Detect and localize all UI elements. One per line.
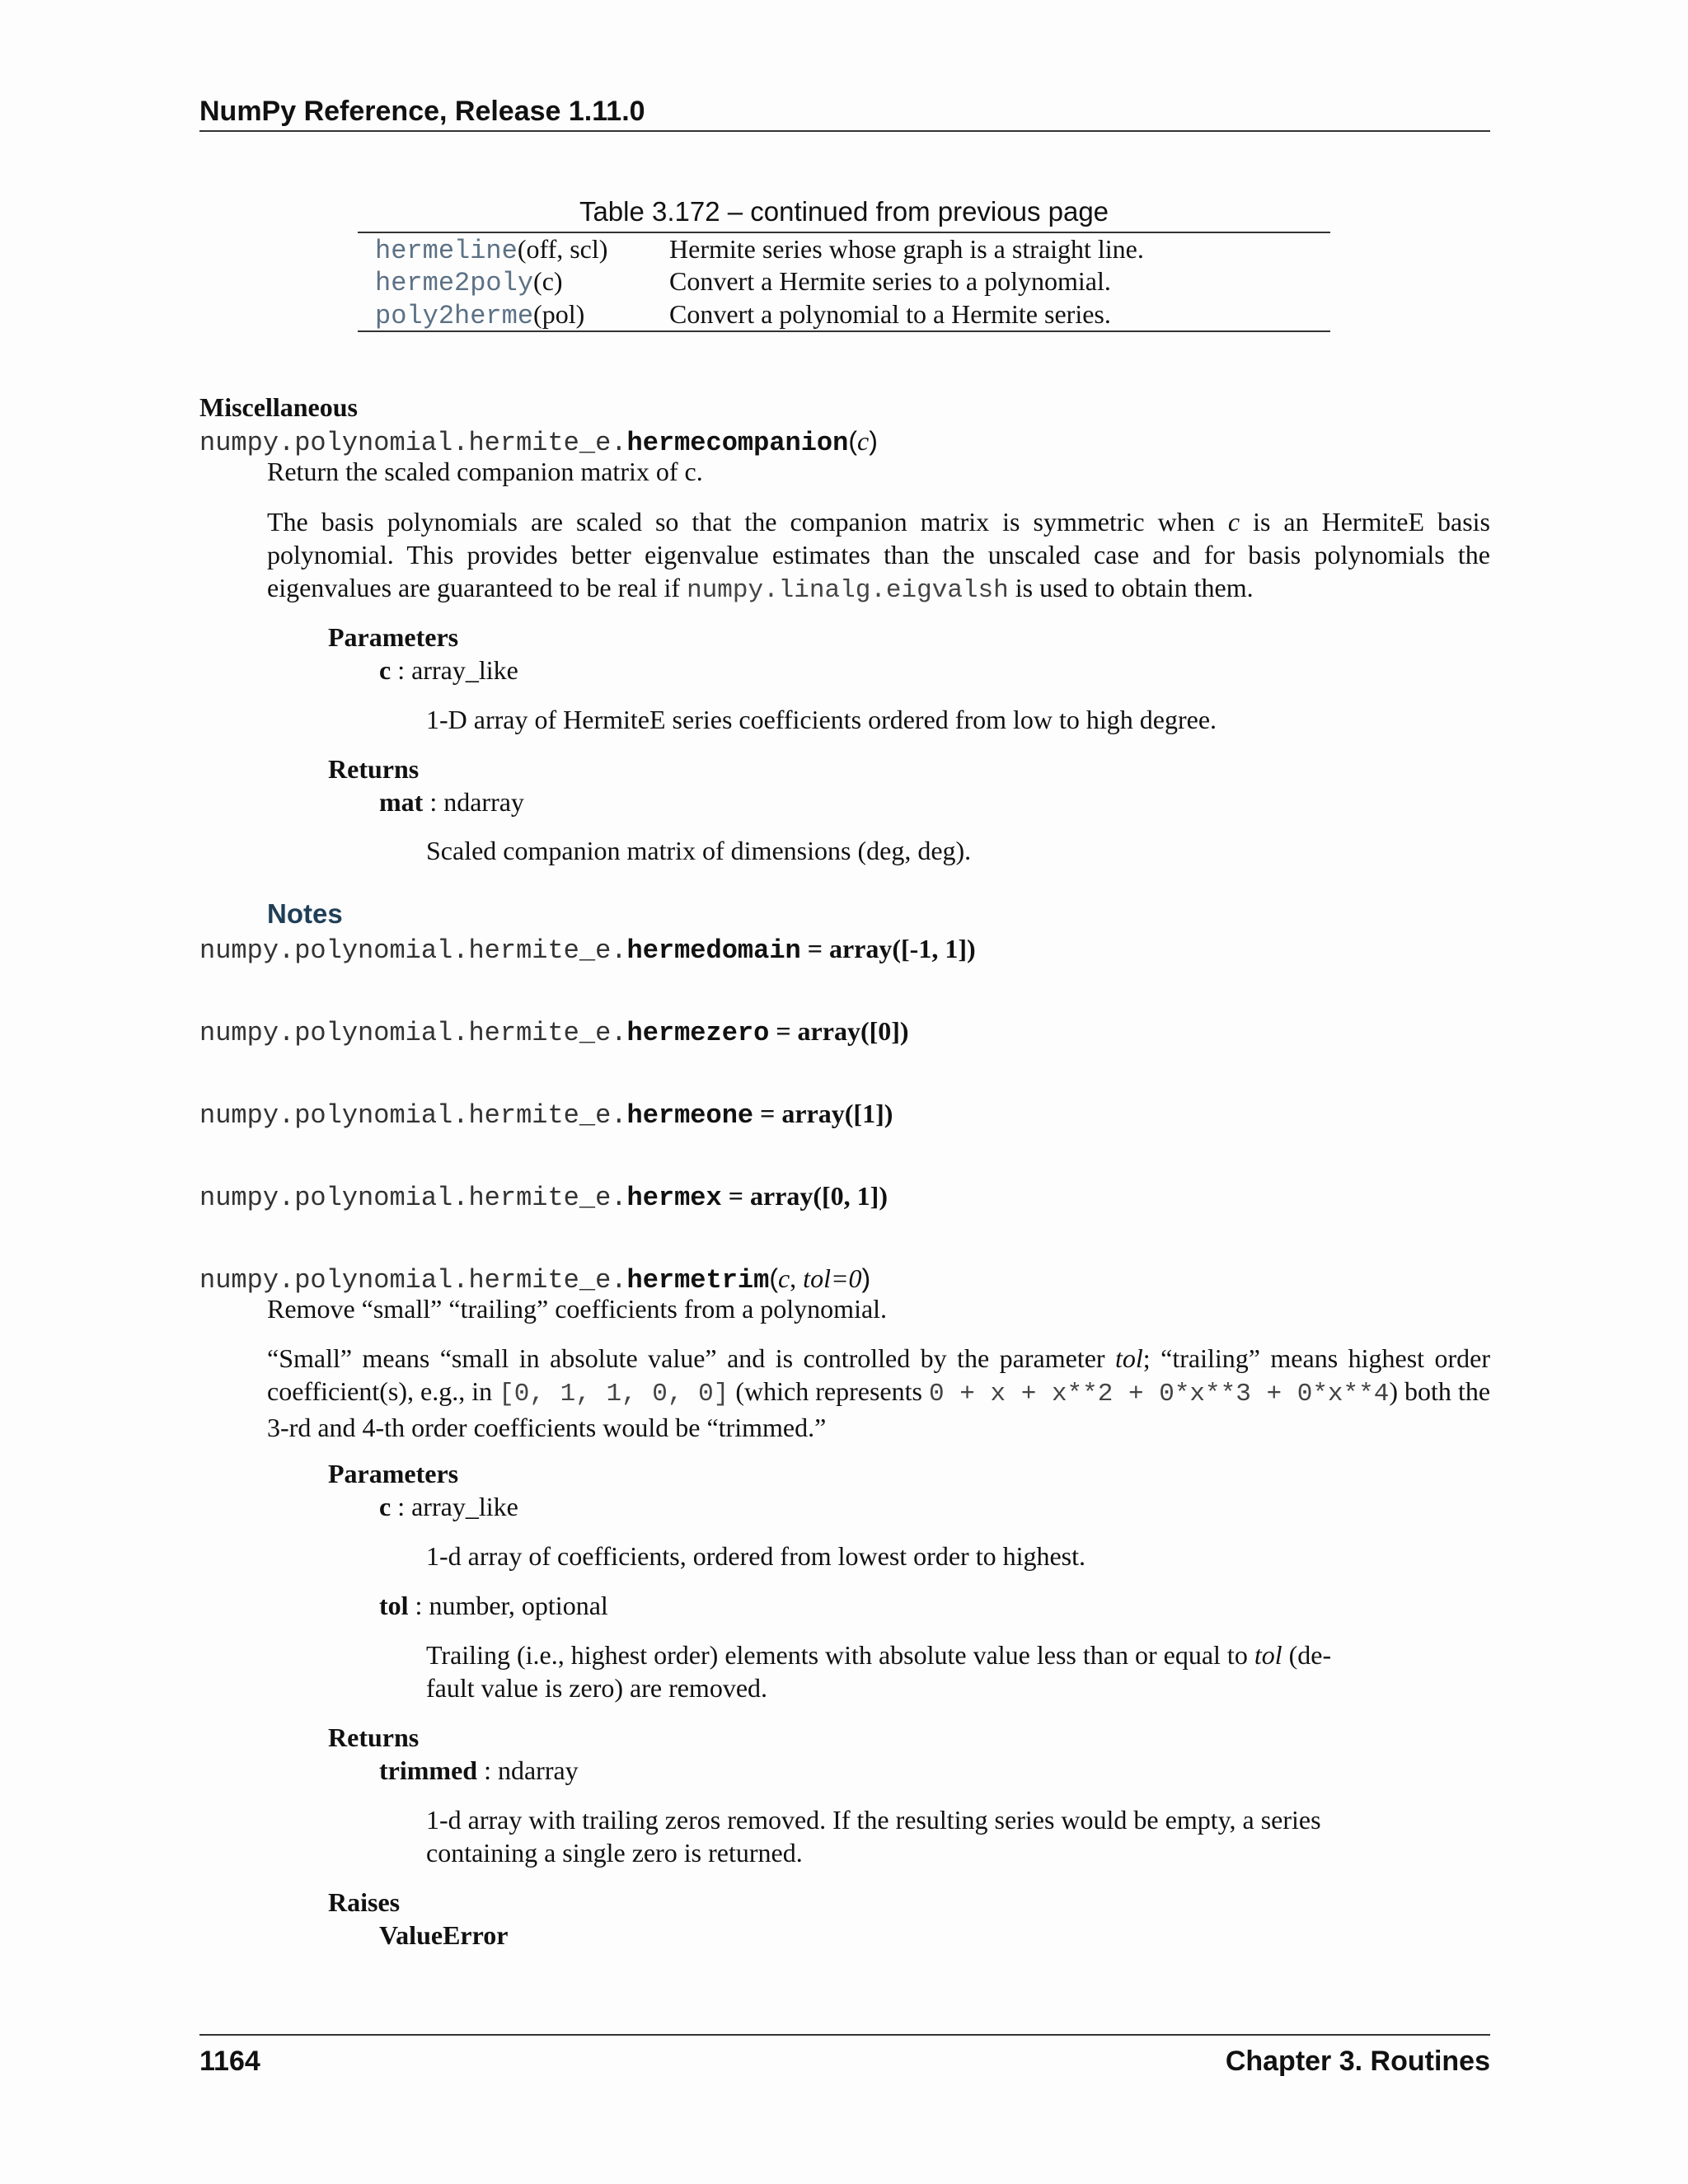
- constant-hermezero: [199, 1016, 909, 1048]
- func-link-poly2herme[interactable]: poly2herme: [375, 301, 534, 331]
- constant-hermeone: [199, 1099, 893, 1131]
- param-tol: tol=0: [803, 1263, 862, 1293]
- paren-close: ): [861, 1263, 871, 1293]
- paren-open: (: [769, 1263, 778, 1293]
- param-description: 1-D array of HermiteE series coefficients ordered from low to high degree.: [426, 705, 1217, 734]
- paren-close: ): [869, 426, 878, 456]
- module-path: numpy.polynomial.hermite_e.: [199, 1018, 627, 1048]
- desc-param: c: [1227, 507, 1240, 537]
- param-entry: [379, 1592, 608, 1619]
- desc-param: tol: [1115, 1343, 1143, 1373]
- function-description: [267, 1342, 1490, 1444]
- desc-text: (de-: [1282, 1640, 1332, 1670]
- signature-hermetrim: [199, 1263, 870, 1296]
- return-description: 1-d array with trailing zeros removed. If the resulting series would be empty, a series: [426, 1805, 1321, 1835]
- notes-heading: Notes: [267, 898, 343, 929]
- param-entry: [379, 657, 518, 683]
- parameters-label: Parameters: [328, 1459, 459, 1488]
- module-path: numpy.polynomial.hermite_e.: [199, 935, 627, 966]
- desc-text: ) both the 3-rd and 4-th order coefficients would be “trimmed.”: [267, 1376, 1491, 1442]
- function-summary: Remove “small” “trailing” coefficients from a polynomial.: [267, 1294, 888, 1324]
- module-path: numpy.polynomial.hermite_e.: [199, 428, 627, 458]
- param-type: : number, optional: [408, 1591, 608, 1620]
- footer-divider: [199, 2034, 1490, 2036]
- table-caption: Table 3.172 – continued from previous page: [579, 196, 1109, 227]
- module-path: numpy.polynomial.hermite_e.: [199, 1265, 627, 1296]
- desc-text: is used to obtain them.: [1008, 573, 1254, 602]
- constant-name: hermedomain: [626, 935, 801, 966]
- desc-text: “Small” means “small in absolute value” and is controlled by the parameter: [267, 1343, 1116, 1373]
- desc-text: is an HermiteE basis polynomial. This provides better eigenvalue estimates than the unscaled case and for basis polynomials the eigenvalues are guaranteed to be real if: [267, 507, 1491, 602]
- func-link-hermeline[interactable]: hermeline: [375, 236, 518, 266]
- running-header-title: NumPy Reference, Release 1.11.0: [199, 96, 645, 127]
- desc-text: ; “trailing” means highest order coefficient(s), e.g., in: [267, 1343, 1490, 1406]
- param-description: [426, 1642, 1331, 1668]
- module-path: numpy.polynomial.hermite_e.: [199, 1100, 627, 1131]
- param-name: c: [379, 1492, 392, 1521]
- param-separator: ,: [790, 1263, 804, 1293]
- function-description: [267, 505, 1490, 607]
- inline-code: 0 + x + x**2 + 0*x**3 + 0*x**4: [929, 1380, 1390, 1408]
- constant-hermedomain: [199, 934, 976, 966]
- inline-code: [0, 1, 1, 0, 0]: [499, 1380, 729, 1408]
- return-type: : ndarray: [423, 787, 524, 817]
- param-type: : array_like: [391, 655, 518, 685]
- func-description: Hermite series whose graph is a straight line.: [669, 234, 1144, 264]
- func-description: Convert a polynomial to a Hermite series.: [669, 299, 1111, 329]
- constant-name: hermex: [626, 1183, 722, 1213]
- func-args: (pol): [533, 299, 585, 329]
- returns-label: Returns: [328, 754, 420, 784]
- parameters-label: Parameters: [328, 622, 459, 652]
- function-name: hermetrim: [626, 1265, 770, 1296]
- param-c: c: [777, 1263, 790, 1293]
- constant-value: = array([0]): [769, 1016, 909, 1046]
- constant-value: = array([-1, 1]): [800, 934, 976, 963]
- func-args: (c): [533, 266, 563, 296]
- func-description: Convert a Hermite series to a polynomial.: [669, 266, 1111, 296]
- param-description: 1-d array of coefficients, ordered from lowest order to highest.: [426, 1541, 1086, 1571]
- paren-open: (: [848, 426, 857, 456]
- param-name: tol: [379, 1591, 409, 1620]
- function-summary: Return the scaled companion matrix of c.: [267, 457, 703, 486]
- func-args: (off, scl): [517, 234, 608, 264]
- return-name: trimmed: [379, 1755, 478, 1785]
- constant-value: = array([1]): [753, 1099, 893, 1128]
- param-description-continued: fault value is zero) are removed.: [426, 1673, 768, 1703]
- page-number: 1164: [199, 2046, 260, 2077]
- module-path: numpy.polynomial.hermite_e.: [199, 1183, 627, 1213]
- function-name: hermecompanion: [626, 428, 849, 458]
- return-type: : ndarray: [477, 1755, 579, 1785]
- return-entry: [379, 789, 524, 815]
- constant-name: hermeone: [626, 1100, 754, 1131]
- raises-label: Raises: [328, 1887, 401, 1917]
- raised-exception: ValueError: [379, 1920, 509, 1950]
- table-bottom-rule: [358, 330, 1330, 332]
- chapter-title: Chapter 3. Routines: [1225, 2046, 1490, 2077]
- returns-label: Returns: [328, 1722, 420, 1752]
- return-description-continued: containing a single zero is returned.: [426, 1838, 803, 1868]
- section-heading-miscellaneous: Miscellaneous: [199, 392, 358, 422]
- desc-text: Trailing (i.e., highest order) elements with absolute value less than or equal to: [426, 1640, 1254, 1670]
- desc-text: (which represents: [729, 1376, 930, 1406]
- return-name: mat: [379, 787, 424, 817]
- param-type: : array_like: [391, 1492, 518, 1521]
- signature-hermecompanion: [199, 426, 878, 458]
- table-top-rule: [358, 232, 1330, 233]
- param-c: c: [856, 426, 870, 456]
- desc-param: tol: [1254, 1640, 1282, 1670]
- return-description: Scaled companion matrix of dimensions (deg, deg).: [426, 836, 972, 865]
- param-name: c: [379, 655, 392, 685]
- link-eigvalsh[interactable]: numpy.linalg.eigvalsh: [687, 576, 1009, 605]
- param-entry: [379, 1493, 518, 1520]
- constant-value: = array([0, 1]): [721, 1181, 888, 1211]
- return-entry: [379, 1757, 579, 1783]
- constant-hermex: [199, 1181, 888, 1213]
- header-divider: [199, 130, 1490, 132]
- desc-text: The basis polynomials are scaled so that the companion matrix is symmetric when: [267, 507, 1228, 537]
- constant-name: hermezero: [626, 1018, 770, 1048]
- func-link-herme2poly[interactable]: herme2poly: [375, 268, 534, 298]
